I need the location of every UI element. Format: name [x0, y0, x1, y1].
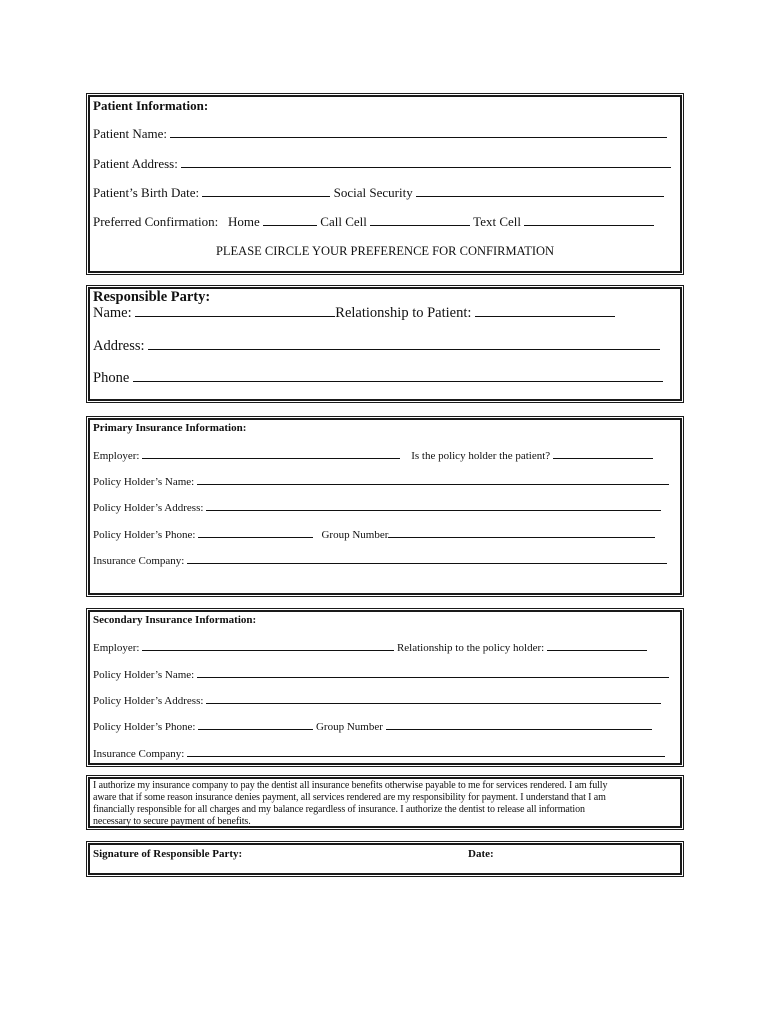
secondary-holder-name-row	[93, 667, 669, 681]
text-cell-option[interactable]: Text Cell	[473, 214, 521, 229]
primary-insurance-title: Primary Insurance Information:	[93, 422, 247, 434]
patient-name-field[interactable]	[170, 127, 667, 138]
responsible-name-row	[93, 305, 615, 322]
secondary-group-field[interactable]	[386, 719, 652, 730]
secondary-insurance-section	[88, 610, 682, 765]
secondary-insurance-title: Secondary Insurance Information:	[93, 614, 257, 626]
primary-holder-address-row	[93, 500, 661, 514]
patient-address-row	[93, 156, 671, 172]
patient-birth-row	[93, 185, 664, 201]
ssn-field[interactable]	[416, 186, 664, 197]
primary-group-label: Group Number	[321, 529, 389, 541]
primary-holder-name-row	[93, 474, 669, 488]
secondary-employer-row	[93, 640, 647, 654]
primary-group-field[interactable]	[388, 527, 655, 538]
secondary-relationship-label: Relationship to the policy holder:	[396, 642, 545, 654]
primary-insurance-section	[88, 418, 682, 595]
primary-holder-address-label: Policy Holder’s Address:	[93, 502, 204, 514]
authorization-section	[88, 777, 682, 828]
patient-address-label: Patient Address:	[93, 156, 178, 171]
secondary-holder-address-row	[93, 693, 661, 707]
secondary-employer-field[interactable]	[142, 640, 394, 651]
authorization-line-1: I authorize my insurance company to pay the dentist all insurance benefits otherwise payable to me for services rendered. I am fully	[93, 780, 608, 791]
home-option[interactable]: Home	[228, 214, 260, 229]
relationship-field[interactable]	[475, 306, 615, 317]
secondary-employer-label: Employer:	[93, 642, 140, 654]
secondary-holder-name-field[interactable]	[197, 667, 669, 678]
confirmation-label: Preferred Confirmation:	[93, 214, 219, 229]
primary-holder-address-field[interactable]	[206, 500, 661, 511]
responsible-address-field[interactable]	[148, 339, 660, 350]
secondary-holder-phone-field[interactable]	[198, 719, 313, 730]
secondary-holder-name-label: Policy Holder’s Name:	[93, 669, 195, 681]
primary-company-row	[93, 553, 667, 567]
patient-name-label: Patient Name:	[93, 126, 168, 141]
birth-date-label: Patient’s Birth Date:	[93, 185, 200, 200]
primary-holder-name-label: Policy Holder’s Name:	[93, 476, 195, 488]
confirmation-note: PLEASE CIRCLE YOUR PREFERENCE FOR CONFIRMATION	[215, 244, 555, 258]
secondary-holder-address-label: Policy Holder’s Address:	[93, 695, 204, 707]
policy-holder-question: Is the policy holder the patient?	[411, 450, 551, 462]
responsible-address-label: Address:	[93, 338, 145, 354]
primary-holder-phone-field[interactable]	[198, 527, 313, 538]
primary-holder-name-field[interactable]	[197, 474, 669, 485]
responsible-address-row	[93, 338, 660, 355]
patient-name-row	[93, 126, 667, 142]
relationship-label: Relationship to Patient:	[335, 305, 472, 321]
date-label: Date:	[468, 848, 494, 860]
secondary-relationship-field[interactable]	[547, 640, 647, 651]
responsible-phone-row	[93, 370, 663, 387]
authorization-line-2: aware that if some reason insurance denies payment, all services rendered are my responsibility for payment. I understand that I am	[93, 792, 606, 803]
secondary-holder-phone-label: Policy Holder’s Phone:	[93, 721, 196, 733]
primary-company-field[interactable]	[187, 553, 667, 564]
birth-date-field[interactable]	[202, 186, 330, 197]
call-cell-field[interactable]	[370, 215, 470, 226]
secondary-company-label: Insurance Company:	[93, 748, 185, 760]
responsible-party-section	[88, 287, 682, 401]
primary-employer-field[interactable]	[142, 448, 400, 459]
text-cell-field[interactable]	[524, 215, 654, 226]
patient-info-title: Patient Information:	[93, 98, 209, 113]
secondary-company-row	[93, 746, 665, 760]
policy-holder-answer-field[interactable]	[553, 448, 653, 459]
primary-employer-row	[93, 448, 653, 462]
secondary-holder-phone-row	[93, 719, 652, 733]
secondary-holder-address-field[interactable]	[206, 693, 661, 704]
authorization-line-4: necessary to secure payment of benefits.	[93, 816, 251, 827]
primary-employer-label: Employer:	[93, 450, 140, 462]
patient-info-section	[88, 95, 682, 273]
primary-holder-phone-row	[93, 527, 655, 541]
responsible-name-label: Name:	[93, 305, 132, 321]
responsible-name-field[interactable]	[135, 306, 335, 317]
secondary-company-field[interactable]	[187, 746, 665, 757]
authorization-line-3: financially responsible for all charges and my balance regardless of insurance. I authorize the dentist to release all information	[93, 804, 585, 815]
ssn-label: Social Security	[333, 185, 413, 200]
primary-holder-phone-label: Policy Holder’s Phone:	[93, 529, 196, 541]
primary-company-label: Insurance Company:	[93, 555, 185, 567]
signature-section	[88, 843, 682, 875]
patient-address-field[interactable]	[181, 157, 671, 168]
responsible-party-title: Responsible Party:	[93, 289, 211, 305]
home-field[interactable]	[263, 215, 317, 226]
signature-label: Signature of Responsible Party:	[93, 848, 243, 860]
responsible-phone-label: Phone	[93, 370, 130, 386]
confirmation-row	[93, 214, 654, 230]
call-cell-option[interactable]: Call Cell	[320, 214, 367, 229]
responsible-phone-field[interactable]	[133, 371, 663, 382]
secondary-group-label: Group Number	[315, 721, 383, 733]
